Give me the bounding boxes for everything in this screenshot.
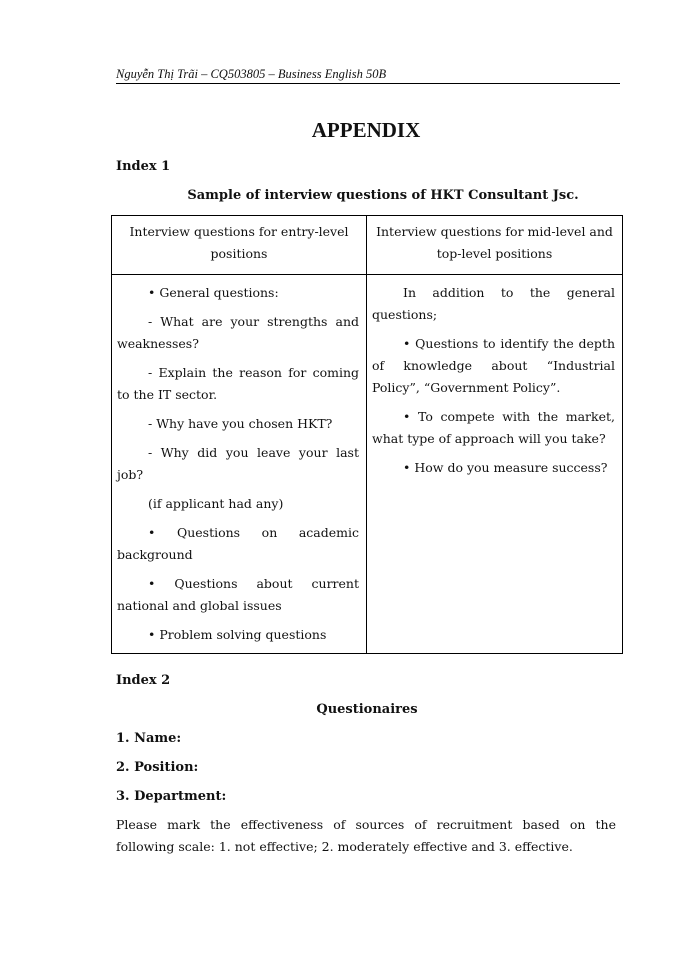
table-caption: Sample of interview questions of HKT Consultant Jsc. <box>187 188 579 203</box>
question-item: • To compete with the market, what type of approach will you take? <box>372 409 615 446</box>
question-item: In addition to the general questions; <box>372 285 615 322</box>
table-header-entry-level <box>112 216 367 275</box>
mid-top-level-questions-cell <box>367 275 623 654</box>
page-header: Nguyễn Thị Trãi – CQ503805 – Business English 50B <box>116 67 387 81</box>
field-name: 1. Name: <box>116 731 182 746</box>
header-rule <box>116 83 620 84</box>
question-item: • How do you measure success? <box>403 460 608 475</box>
question-item: - Explain the reason for coming to the IT sector. <box>117 365 359 402</box>
field-position: 2. Position: <box>116 760 199 775</box>
question-item: • Problem solving questions <box>148 627 327 642</box>
entry-level-questions-cell <box>112 275 367 654</box>
question-item: • Questions on academic background <box>117 525 359 562</box>
index-2-label: Index 2 <box>116 673 171 688</box>
table-header-mid-top-level <box>367 216 623 275</box>
table-header-text: Interview questions for mid-level and top-level positions <box>376 224 613 261</box>
table-header-text: Interview questions for entry-level positions <box>129 224 349 261</box>
question-item: • Questions to identify the depth of knowledge about “Industrial Policy”, “Government Policy”. <box>372 336 615 395</box>
question-item: - Why did you leave your last job? <box>117 445 359 482</box>
index-1-label: Index 1 <box>116 159 171 174</box>
page-title: APPENDIX <box>311 118 421 142</box>
question-item: • Questions about current national and global issues <box>117 576 359 613</box>
interview-questions-table <box>111 215 623 654</box>
question-item: (if applicant had any) <box>148 496 284 511</box>
questionnaire-title: Questionaires <box>316 702 418 717</box>
instruction-paragraph: Please mark the effectiveness of sources of recruitment based on the following scale: 1. not effective; 2. moderately effective and 3. effective. <box>116 817 616 854</box>
field-department: 3. Department: <box>116 789 227 804</box>
question-item: - Why have you chosen HKT? <box>148 416 333 431</box>
question-item: - What are your strengths and weaknesses? <box>117 314 359 351</box>
question-item: • General questions: <box>148 285 279 300</box>
